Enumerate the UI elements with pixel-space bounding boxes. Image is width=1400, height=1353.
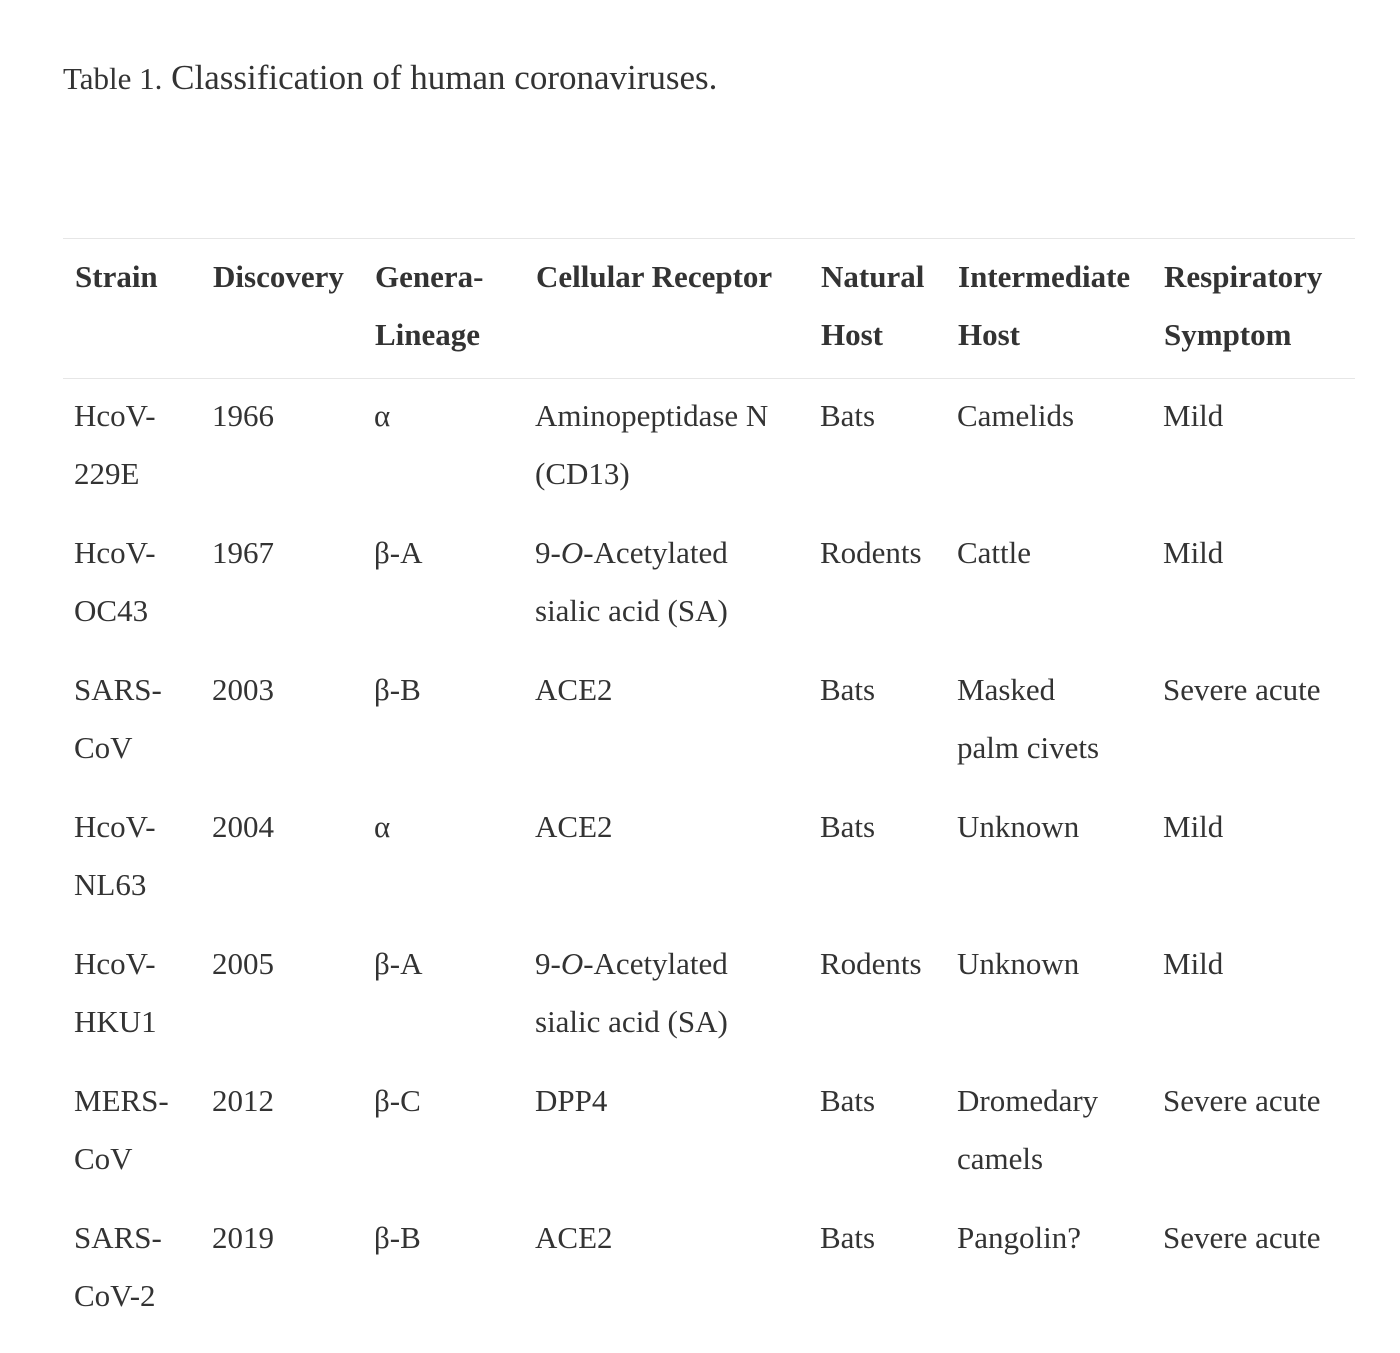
column-header-natural-host <box>809 239 946 379</box>
natural-host-cell-text: Bats <box>820 398 876 433</box>
table-row <box>63 790 1355 927</box>
receptor-cell-line: DPP4 <box>535 1083 608 1118</box>
discovery-cell-text: 2012 <box>212 1083 274 1118</box>
intermediate-host-cell-line: Camelids <box>957 398 1075 433</box>
table-header-row <box>63 239 1355 379</box>
lineage-cell <box>363 1201 524 1338</box>
intermediate-host-cell <box>946 516 1152 653</box>
column-header-respiratory-symptom <box>1152 239 1355 379</box>
column-header-discovery <box>201 239 363 379</box>
strain-cell-line: HKU1 <box>74 1004 157 1039</box>
column-header-line: Symptom <box>1164 317 1292 352</box>
column-header-cellular-receptor <box>524 239 809 379</box>
natural-host-cell-text: Rodents <box>820 535 922 570</box>
intermediate-host-cell-line: palm civets <box>957 730 1100 765</box>
natural-host-cell-text: Rodents <box>820 946 922 981</box>
column-header-line: Lineage <box>375 317 481 352</box>
lineage-cell-text: β-B <box>374 1220 421 1255</box>
column-header-line: Discovery <box>213 259 344 294</box>
natural-host-cell <box>809 1201 946 1338</box>
table-caption-label: Table 1. <box>63 61 163 96</box>
table-body <box>63 379 1355 1339</box>
symptom-cell-text: Mild <box>1163 535 1224 570</box>
strain-cell <box>63 516 201 653</box>
lineage-cell <box>363 379 524 517</box>
symptom-cell <box>1152 653 1355 790</box>
receptor-cell-line: Aminopeptidase N <box>535 398 769 433</box>
intermediate-host-cell <box>946 1201 1152 1338</box>
receptor-cell-line: ACE2 <box>535 1220 613 1255</box>
intermediate-host-cell <box>946 927 1152 1064</box>
discovery-cell-text: 1967 <box>212 535 274 570</box>
discovery-cell <box>201 1201 363 1338</box>
symptom-cell-text: Severe acute <box>1163 1220 1321 1255</box>
receptor-cell <box>524 1064 809 1201</box>
discovery-cell <box>201 790 363 927</box>
intermediate-host-cell-line: Unknown <box>957 946 1080 981</box>
symptom-cell <box>1152 927 1355 1064</box>
intermediate-host-cell-line: Unknown <box>957 809 1080 844</box>
natural-host-cell-text: Bats <box>820 672 876 707</box>
intermediate-host-cell-line: Pangolin? <box>957 1220 1081 1255</box>
receptor-cell <box>524 1201 809 1338</box>
receptor-cell <box>524 516 809 653</box>
strain-cell <box>63 653 201 790</box>
column-header-line: Strain <box>75 259 158 294</box>
discovery-cell-text: 2004 <box>212 809 274 844</box>
intermediate-host-cell <box>946 379 1152 517</box>
table-row <box>63 1064 1355 1201</box>
receptor-cell-line: ACE2 <box>535 809 613 844</box>
intermediate-host-cell-line: Masked <box>957 672 1056 707</box>
table-caption-text: Classification of human coronaviruses. <box>171 58 718 97</box>
strain-cell-line: SARS- <box>74 1220 162 1255</box>
receptor-cell-line: sialic acid (SA) <box>535 1004 728 1039</box>
strain-cell-line: HcoV- <box>74 946 156 981</box>
strain-cell-line: SARS- <box>74 672 162 707</box>
natural-host-cell-text: Bats <box>820 1083 876 1118</box>
column-header-line: Respiratory <box>1164 259 1323 294</box>
table-row <box>63 653 1355 790</box>
lineage-cell-text: β-A <box>374 535 423 570</box>
receptor-cell-line: 9-O-Acetylated <box>535 946 728 981</box>
receptor-cell-line: ACE2 <box>535 672 613 707</box>
column-header-line: Natural <box>821 259 925 294</box>
discovery-cell <box>201 516 363 653</box>
column-header-line: Host <box>821 317 883 352</box>
intermediate-host-cell <box>946 790 1152 927</box>
intermediate-host-cell-line: Dromedary <box>957 1083 1099 1118</box>
receptor-cell-line: sialic acid (SA) <box>535 593 728 628</box>
lineage-cell-text: β-A <box>374 946 423 981</box>
coronavirus-classification-table <box>63 238 1355 1338</box>
natural-host-cell <box>809 790 946 927</box>
symptom-cell <box>1152 516 1355 653</box>
symptom-cell <box>1152 1201 1355 1338</box>
column-header-line: Genera- <box>375 259 484 294</box>
receptor-cell <box>524 653 809 790</box>
strain-cell <box>63 790 201 927</box>
symptom-cell <box>1152 790 1355 927</box>
natural-host-cell <box>809 1064 946 1201</box>
column-header-intermediate-host <box>946 239 1152 379</box>
strain-cell-line: NL63 <box>74 867 147 902</box>
table-row <box>63 1201 1355 1338</box>
natural-host-cell <box>809 379 946 517</box>
natural-host-cell-text: Bats <box>820 809 876 844</box>
receptor-cell <box>524 927 809 1064</box>
column-header-line: Intermediate <box>958 259 1131 294</box>
receptor-cell-line: (CD13) <box>535 456 630 491</box>
discovery-cell-text: 2005 <box>212 946 274 981</box>
strain-cell <box>63 379 201 517</box>
column-header-line: Host <box>958 317 1020 352</box>
natural-host-cell <box>809 653 946 790</box>
table-header <box>63 239 1355 379</box>
lineage-cell-text: α <box>374 809 391 844</box>
symptom-cell-text: Severe acute <box>1163 1083 1321 1118</box>
symptom-cell <box>1152 1064 1355 1201</box>
lineage-cell <box>363 653 524 790</box>
receptor-cell <box>524 790 809 927</box>
discovery-cell-text: 1966 <box>212 398 274 433</box>
discovery-cell <box>201 379 363 517</box>
discovery-cell-text: 2019 <box>212 1220 274 1255</box>
symptom-cell-text: Mild <box>1163 946 1224 981</box>
strain-cell-line: MERS- <box>74 1083 169 1118</box>
intermediate-host-cell-line: Cattle <box>957 535 1032 570</box>
strain-cell-line: CoV <box>74 730 133 765</box>
strain-cell <box>63 1064 201 1201</box>
discovery-cell-text: 2003 <box>212 672 274 707</box>
discovery-cell <box>201 1064 363 1201</box>
lineage-cell <box>363 1064 524 1201</box>
table-caption <box>63 56 717 101</box>
lineage-cell-text: β-B <box>374 672 421 707</box>
lineage-cell-text: β-C <box>374 1083 421 1118</box>
symptom-cell <box>1152 379 1355 517</box>
natural-host-cell-text: Bats <box>820 1220 876 1255</box>
strain-cell-line: 229E <box>74 456 140 491</box>
lineage-cell <box>363 790 524 927</box>
strain-cell-line: HcoV- <box>74 398 156 433</box>
natural-host-cell <box>809 516 946 653</box>
column-header-strain <box>63 239 201 379</box>
column-header-genera-lineage <box>363 239 524 379</box>
receptor-cell <box>524 379 809 517</box>
discovery-cell <box>201 653 363 790</box>
intermediate-host-cell-line: camels <box>957 1141 1044 1176</box>
strain-cell-line: OC43 <box>74 593 149 628</box>
symptom-cell-text: Mild <box>1163 398 1224 433</box>
strain-cell-line: HcoV- <box>74 809 156 844</box>
table-row <box>63 516 1355 653</box>
intermediate-host-cell <box>946 653 1152 790</box>
receptor-cell-line: 9-O-Acetylated <box>535 535 728 570</box>
table-row <box>63 379 1355 517</box>
table-row <box>63 927 1355 1064</box>
symptom-cell-text: Severe acute <box>1163 672 1321 707</box>
strain-cell-line: CoV <box>74 1141 133 1176</box>
strain-cell <box>63 927 201 1064</box>
intermediate-host-cell <box>946 1064 1152 1201</box>
symptom-cell-text: Mild <box>1163 809 1224 844</box>
column-header-line: Cellular Receptor <box>536 259 773 294</box>
lineage-cell <box>363 927 524 1064</box>
lineage-cell-text: α <box>374 398 391 433</box>
strain-cell <box>63 1201 201 1338</box>
strain-cell-line: HcoV- <box>74 535 156 570</box>
natural-host-cell <box>809 927 946 1064</box>
lineage-cell <box>363 516 524 653</box>
strain-cell-line: CoV-2 <box>74 1278 156 1313</box>
discovery-cell <box>201 927 363 1064</box>
